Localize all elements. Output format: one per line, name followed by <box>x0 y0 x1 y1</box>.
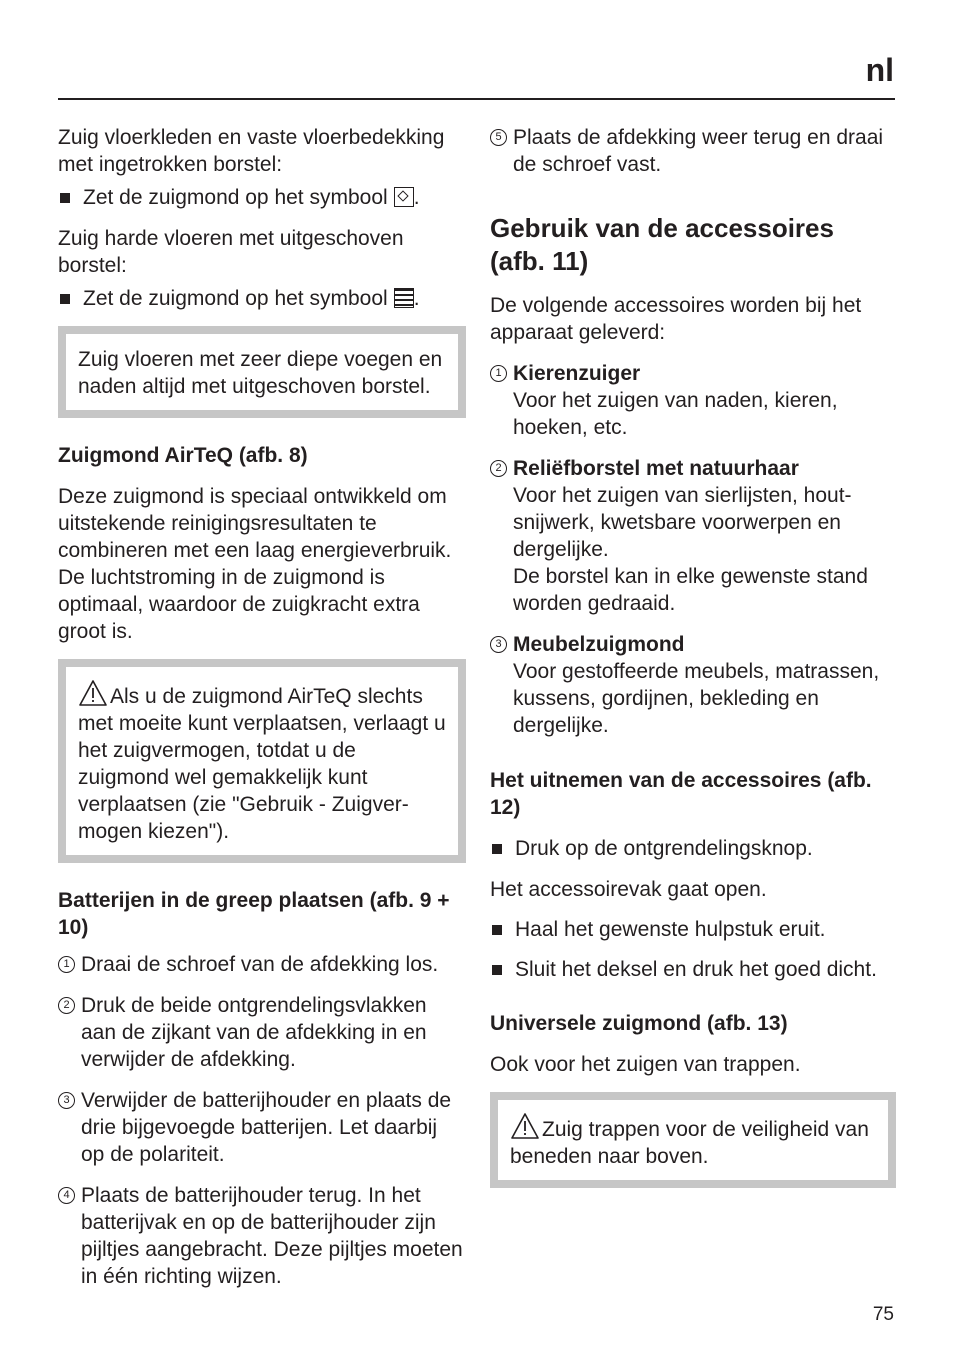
language-marker: nl <box>865 52 894 88</box>
paragraph-hard-floors: Zuig harde vloeren met uitgeschoven borstel: <box>58 227 404 277</box>
heading-accessories: Gebruik van de accessoires (afb. 11) <box>490 213 834 276</box>
bullet-square-icon <box>60 294 70 304</box>
warning-triangle-icon <box>78 679 108 707</box>
bullet-text: Druk op de ontgrendelingsknop. <box>515 837 813 860</box>
carpet-setting-icon <box>394 187 414 207</box>
item-title: Kierenzuiger <box>513 362 641 385</box>
bullet-carpet-symbol: Zet de zuigmond op het symbool . <box>58 184 466 211</box>
step-number: 2 <box>58 997 75 1014</box>
bullet-text: Zet de zuigmond op het symbool <box>83 287 388 310</box>
step-text: Plaats de afdekking weer terug en draai de schroef vast. <box>513 126 884 176</box>
heading-universal-nozzle: Universele zuigmond (afb. 13) <box>490 1012 788 1035</box>
item-description: Voor gestoffeerde meubels, matrassen, kussens, gordijnen, bekleding en dergelijke. <box>513 660 880 737</box>
step-text: Plaats de batterijhouder terug. In het batterijvak en op de batterijhouder zijn pijltjes aangebracht. Deze pijltjes moeten in één richting wijzen. <box>81 1184 463 1288</box>
heading-airteq: Zuigmond AirTeQ (afb. 8) <box>58 444 308 467</box>
bullet-square-icon <box>492 925 502 935</box>
page-number: 75 <box>872 1304 894 1325</box>
paragraph-accessories: De volgende accessoires worden bij het apparaat geleverd: <box>490 294 862 344</box>
step-text: Verwijder de batterijhouder en plaats de drie bijgevoegde batterijen. Let daarbij op de polariteit. <box>81 1089 452 1166</box>
right-column <box>490 124 896 1188</box>
item-number: 3 <box>490 636 507 653</box>
note-box <box>58 326 466 418</box>
paragraph-compartment: Het accessoirevak gaat open. <box>490 878 767 901</box>
paragraph-airteq: Deze zuigmond is speciaal ontwikkeld om uitstekende reinigingsresultaten te combineren met een laag energieverbruik. De luchtstroming in de zuigmond is optimaal, waardoor de zuigkracht extra groot is. <box>58 485 452 643</box>
bullet-text: Zet de zuigmond op het symbool <box>83 186 388 209</box>
bullet-hardfloor-symbol: Zet de zuigmond op het symbool . <box>58 285 466 312</box>
step-item <box>58 951 466 978</box>
paragraph-stairs: Ook voor het zuigen van trappen. <box>490 1053 801 1076</box>
item-number: 2 <box>490 460 507 477</box>
note-text: Zuig vloeren met zeer diepe voegen en naden altijd met uitgeschoven borstel. <box>78 348 443 398</box>
accessory-item <box>490 455 896 617</box>
step-number: 1 <box>58 956 75 973</box>
step-text: Druk de beide ontgrendelingsvlakken aan de zijkant van de afdekking in en verwijder de afdekking. <box>81 994 427 1071</box>
step-item <box>490 124 896 178</box>
step-number: 5 <box>490 129 507 146</box>
step-text: Draai de schroef van de afdekking los. <box>81 953 439 976</box>
accessory-item <box>490 360 896 441</box>
header-rule <box>58 98 895 100</box>
bullet-text: Haal het gewenste hulpstuk eruit. <box>515 918 826 941</box>
warning-triangle-icon <box>510 1112 540 1140</box>
bullet-item <box>490 956 896 983</box>
warning-text: Als u de zuigmond AirTeQ slechts met moeite kunt verplaatsen, verlaagt u het zuigvermogen, totdat u de zuigmond wel gemakkelijk kunt verplaatsen (zie "Gebruik - Zuigvermogen kiezen"). <box>78 685 446 843</box>
bullet-text: Sluit het deksel en druk het goed dicht. <box>515 958 877 981</box>
accessory-item <box>490 631 896 739</box>
bullet-item <box>490 916 896 943</box>
item-title: Reliëfborstel met natuurhaar <box>513 457 799 480</box>
heading-remove-accessories: Het uitnemen van de accessoires (afb. 12) <box>490 769 872 819</box>
item-title: Meubelzuigmond <box>513 633 685 656</box>
warning-box <box>58 659 466 863</box>
step-number: 3 <box>58 1092 75 1109</box>
left-column <box>58 124 466 1290</box>
bullet-square-icon <box>492 965 502 975</box>
heading-batteries: Batterijen in de greep plaatsen (afb. 9 + 10) <box>58 889 450 939</box>
step-number: 4 <box>58 1187 75 1204</box>
paragraph-carpets: Zuig vloerkleden en vaste vloerbedekking met ingetrokken borstel: <box>58 126 445 176</box>
step-item <box>58 1087 466 1168</box>
bullet-square-icon <box>60 193 70 203</box>
step-item <box>58 992 466 1073</box>
bullet-square-icon <box>492 844 502 854</box>
step-item <box>58 1182 466 1290</box>
item-description: Voor het zuigen van sierlijsten, houtsnijwerk, kwetsbare voorwerpen en dergelijke. <box>513 484 852 561</box>
item-description: De borstel kan in elke gewenste stand worden gedraaid. <box>513 565 868 615</box>
warning-box <box>490 1092 896 1188</box>
hard-floor-setting-icon <box>394 288 414 308</box>
bullet-item <box>490 835 896 862</box>
item-description: Voor het zuigen van naden, kieren, hoeken, etc. <box>513 389 838 439</box>
warning-text: Zuig trappen voor de veiligheid van beneden naar boven. <box>510 1118 869 1168</box>
item-number: 1 <box>490 365 507 382</box>
